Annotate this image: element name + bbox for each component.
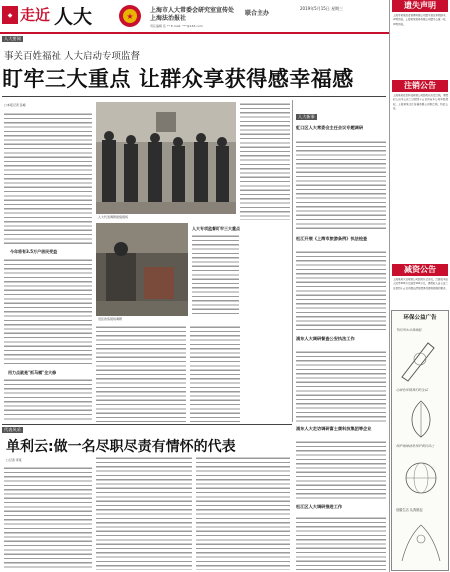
brand-zoujin: 走近 <box>20 6 51 24</box>
issue-date: 2019年5月15日 星期三 <box>300 6 344 11</box>
env-ad-title: 环保公益广告 <box>403 315 437 321</box>
profile-body-col1 <box>4 466 92 570</box>
subhead-2: 用力点就是"抓马桶"全大修 <box>8 370 57 375</box>
vrule-mid <box>292 100 293 422</box>
photo-caption-2: 旧区改造现场调研 <box>98 317 123 321</box>
side-subhead: 人大专项监督盯牢三大重点 <box>192 226 240 231</box>
env-slogan-2: 让绿色伴随我们的生活 <box>396 388 428 392</box>
national-emblem-icon <box>118 4 142 28</box>
byline: □本报记者 张峰 <box>4 103 26 107</box>
env-ad-box <box>391 310 449 571</box>
main-headline: 盯牢三大重点 让群众享获得感幸福感 <box>2 67 354 91</box>
env-slogan-1: 节约用水从我做起 <box>396 328 422 332</box>
mr-story1-title: 虹口区人大常委会主任会议专题调研 <box>296 125 364 130</box>
mr-story3-body <box>296 350 386 422</box>
editor-line: 责任编辑 张 ** E-mail: ***@163.com <box>150 24 203 28</box>
main-body-col1-c <box>4 378 92 422</box>
reduce-title-bar: 减资公告 <box>392 264 448 276</box>
notice-body: 上海市某某投资管理有限公司遗失营业执照副本，声明作废。上海某某贸易有限公司遗失公章一枚，声明作废。 <box>393 14 448 26</box>
env-globe-icon <box>404 461 438 495</box>
org-line-1: 上海市人大常委会研究室宣传处 <box>150 7 235 14</box>
env-leaf-icon <box>406 399 436 439</box>
reduce-body: 上海某某实业有限公司经股东会决议，注册资本由人民币500万元减至100万元，请债权人自公告之日起四十五日内提出清偿债务或提供担保的要求。 <box>393 278 448 290</box>
cancel-body: 上海某某信息科技有限公司经股东决定注销，请债权人自本公告之日起四十五日内向本公司申报债权。上海某某文化传播有限公司拟注销，特此公告。 <box>393 94 448 110</box>
mr-story2-body <box>296 250 386 330</box>
section-tag-rd-topics: 人大要闻 <box>4 36 21 41</box>
main-body-col3 <box>96 325 186 422</box>
main-body-col1-b <box>4 258 92 366</box>
mr-story5-body <box>296 516 386 570</box>
profile-body-col2 <box>96 456 192 570</box>
profile-headline: 单利云:做一名尽职尽责有情怀的代表 <box>6 439 236 455</box>
vrule-right <box>389 0 390 572</box>
headline-rule <box>2 96 386 97</box>
section-tag-rd-people: 代表风采 <box>4 427 21 432</box>
section-tag-rd-new-affairs: 人大新事 <box>298 114 315 119</box>
main-body-col2 <box>192 234 239 316</box>
mr-story5-title: 松江区人大调研推进工作 <box>296 504 343 509</box>
profile-byline: □记者 李某 <box>6 458 22 462</box>
mr-story2-title: 松江开展《上海市旅游条例》执法检查 <box>296 236 368 241</box>
org-line-2: 上海法治报社 <box>150 15 187 22</box>
svg-text:◆: ◆ <box>7 12 13 19</box>
svg-text:★: ★ <box>126 12 134 21</box>
env-pencil-label: 低碳生活 从我做起 <box>396 508 423 512</box>
main-body-col5 <box>240 102 290 220</box>
main-kicker: 事关百姓福祉 人大启动专项监督 <box>4 51 141 62</box>
brand-renda: 人大 <box>54 6 93 28</box>
masthead <box>0 0 389 40</box>
lower-rule <box>2 424 292 425</box>
main-body-col1-a <box>4 112 92 247</box>
mr-story4-title: 浦东人大走访调研富士康科技集团等企业 <box>296 426 372 431</box>
co-host: 联合主办 <box>245 10 270 17</box>
env-slogan-3: 保护地球就是保护我们自己 <box>396 444 435 448</box>
env-pencil-icon <box>398 337 442 383</box>
photo-officials <box>96 102 236 214</box>
subhead-1: 今年将有3.5万户居民受益 <box>10 249 58 254</box>
env-sketch-icon <box>398 517 444 565</box>
photo-caption-1: 人大代表调研视察现场 <box>98 215 129 219</box>
mr-story4-body <box>296 440 386 500</box>
cancel-title-bar: 注销公告 <box>392 80 448 92</box>
photo-site-visit <box>96 223 188 316</box>
main-body-col4 <box>190 325 240 422</box>
masthead-emblem-icon <box>2 6 18 24</box>
masthead-rule <box>0 32 389 34</box>
mr-story1-body <box>296 140 386 230</box>
notice-title-bar: 遗失声明 <box>392 0 448 12</box>
profile-body-col3 <box>196 456 290 570</box>
mr-story3-title: 浦东人大调研督查公安执法工作 <box>296 336 355 341</box>
